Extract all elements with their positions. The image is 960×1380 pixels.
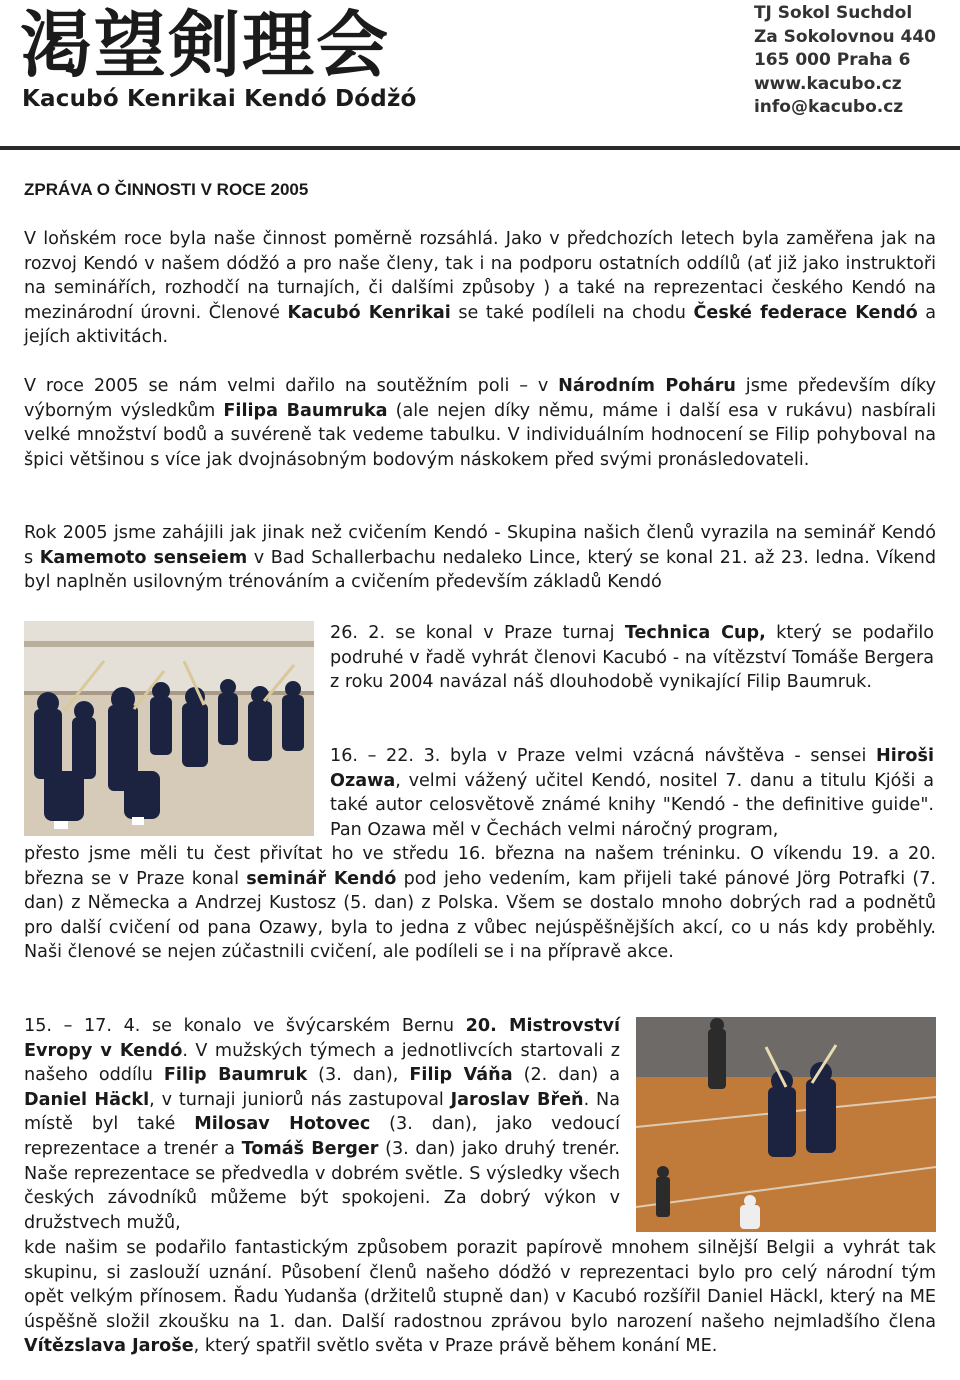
text-run: . Na místě byl také <box>24 1089 620 1135</box>
bold-text: Kamemoto senseiem <box>39 547 248 568</box>
bold-text: Technica Cup, <box>624 623 766 643</box>
text-run: a jejích aktivitách. <box>24 302 937 348</box>
text-run: (3. dan), jako vedoucí reprezentace a trenér a <box>24 1114 621 1159</box>
paragraph <box>330 744 934 842</box>
bold-text: Filip Baumruk <box>163 1065 308 1086</box>
bold-text: seminář Kendó <box>246 868 397 889</box>
text-run: V loňském roce byla naše činnost poměrně rozsáhlá. Jako v předchozích letech byla zaměřena jak na rozvoj Kendó v našem dódžó a pro naše členy, tak i na podporu ostatních oddílů (ať již jako instruktoři na seminářích, rozhodčí na turnajích, či dalšími způsoby ) a také na reprezentaci českého Kendó na mezinárodní úrovni. Členové <box>24 229 936 323</box>
text-run: , v turnaji juniorů nás zastupoval <box>149 1089 451 1110</box>
text-run: , velmi vážený učitel Kendó, nositel 7. danu a titulu Kjóši a také autor celosvětově známé knihy "Kendó - the definitive guide". Pan Ozawa měl v Čechách velmi náročný program, <box>330 770 934 840</box>
paragraph <box>24 374 936 472</box>
paragraph <box>330 621 934 695</box>
bold-text: Filipa Baumruka <box>223 400 388 421</box>
bold-text: Vítězslava Jaroše <box>24 1336 194 1357</box>
kendo-tournament-photo <box>636 1017 936 1232</box>
bold-text: Milosav Hotovec <box>194 1114 371 1135</box>
text-run: V roce 2005 se nám velmi dařilo na soutěžním poli – v <box>24 376 559 396</box>
text-run: (3. dan), <box>307 1065 410 1086</box>
bold-text: Tomáš Berger <box>241 1138 379 1159</box>
website-link[interactable]: www.kacubo.cz <box>753 73 902 94</box>
bold-text: Národním Poháru <box>558 376 736 396</box>
paragraph <box>24 1236 936 1359</box>
header-divider <box>0 146 960 150</box>
club-address <box>754 2 936 120</box>
text-run: jsme především díky výborným výsledkům <box>24 376 936 421</box>
text-run: . V mužských týmech a jednotlivcích startovali z našeho oddílu <box>24 1040 620 1086</box>
text-run: 15. – 17. 4. se konalo ve švýcarském Bernu <box>24 1016 466 1036</box>
bold-text: Jaroslav Břeň <box>450 1089 584 1110</box>
text-run: (2. dan) a <box>512 1065 620 1086</box>
club-kanji-logo: 渇望剣理会 <box>20 3 391 87</box>
text-run: (ale nejen díky němu, máme i další esa v rukávu) nasbírali velké množství bodů a suvéreně tak vedeme tabulku. V individuálním hodnocení se Filip pohyboval na špici většinou s více jak dvojnásobným bodovým náskokem před svými pronásledovateli. <box>24 400 937 470</box>
bold-text: Filip Váňa <box>409 1065 513 1086</box>
text-run: (3. dan) jako druhý trenér. Naše reprezentace se předvedla v dobrém světle. S výsledky všech českých závodníků můžeme být spokojeni. Za dobrý výkon v družstvech mužů, <box>24 1138 620 1233</box>
bold-text: Hiroši Ozawa <box>330 746 934 791</box>
letterhead <box>0 0 960 152</box>
address-line: 165 000 Praha 6 <box>753 50 911 70</box>
text-run: , který spatřil světlo světa v Praze právě během konání ME. <box>193 1336 718 1357</box>
text-run: 26. 2. se konal v Praze turnaj <box>330 623 625 643</box>
text-run: kde našim se podařilo fantastickým způsobem porazit papírově mnohem silnější Belgii a vyhrát tak skupinu, si zaslouží uznání. Působení členů našeho dódžó v reprezentaci bylo pro celý národní tým opět velkým přínosem. Řadu Yudanša (držitelů stupně dan) v Kacubó rozšířil Daniel Häckl, který na ME úspěšně složil zkoušku na 1. dan. Další radostnou zprávou bylo narození našeho nejmladšího člena <box>24 1238 936 1332</box>
text-run: pod jeho vedením, kam přijeli také pánové Jörg Potrafki (7. dan) z Německa a Andrzej Kustosz (5. dan) z Polska. Všem se dostalo mnoho dobrých rad a podnětů pro další cvičení od pana Ozawy, byla to jedna z vůbec nejúspěšnějších akcí, co u nás kdy proběhly. Naši členové se nejen zúčastnili cvičení, ale podíleli se i na přípravě akce. <box>24 868 936 963</box>
paragraph <box>24 227 936 350</box>
text-run: Rok 2005 jsme zahájili jak jinak než cvičením Kendó - Skupina našich členů vyrazila na seminář Kendó s <box>24 523 936 568</box>
club-name: Kacubó Kenrikai Kendó Dódžó <box>22 86 417 112</box>
paragraph <box>24 521 936 595</box>
text-run: v Bad Schallerbachu nedaleko Lince, který se konal 21. až 23. ledna. Víkend byl naplněn usilovným trénováním a cvičením především základů Kendó <box>24 547 936 593</box>
paragraph <box>24 842 936 965</box>
report-title: ZPRÁVA O ČINNOSTI V ROCE 2005 <box>24 180 309 199</box>
paragraph <box>24 1014 620 1235</box>
text-run: 16. – 22. 3. byla v Praze velmi vzácná návštěva - sensei <box>330 746 876 766</box>
address-line: Za Sokolovnou 440 <box>753 26 936 47</box>
bold-text: 20. Mistrovství Evropy v Kendó <box>24 1016 620 1061</box>
text-run: přesto jsme měli tu čest přivítat ho ve středu 16. března na našem tréninku. O víkendu 19. a 20. března se v Praze konal <box>24 844 936 889</box>
email-link[interactable]: info@kacubo.cz <box>753 97 904 117</box>
bold-text: Daniel Häckl <box>24 1089 150 1110</box>
bold-text: Kacubó Kenrikai <box>287 302 451 323</box>
address-line: TJ Sokol Suchdol <box>753 3 913 23</box>
text-run: se také podíleli na chodu <box>450 302 694 323</box>
text-run: který se podařilo podruhé v řadě vyhrát členovi Kacubó - na vítězství Tomáše Bergera z roku 2004 navázal náš dlouhodobě vynikající Filip Baumruk. <box>330 623 935 693</box>
kendo-training-photo <box>24 621 314 836</box>
bold-text: České federace Kendó <box>693 302 918 323</box>
